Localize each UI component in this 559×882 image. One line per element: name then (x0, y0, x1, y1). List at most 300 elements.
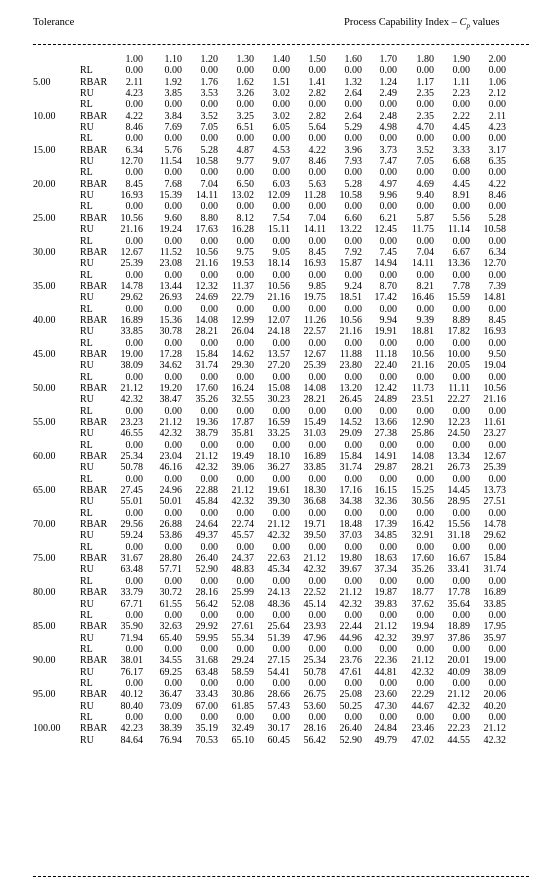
table-cell: 0.00 (308, 99, 326, 111)
table-cell: 9.40 (416, 190, 434, 202)
table-cell: 24.18 (267, 326, 290, 338)
table-cell: 30.56 (411, 496, 434, 508)
table-row (0, 599, 559, 610)
table-row (0, 667, 559, 678)
table-cell: 0.00 (344, 337, 362, 349)
table-cell: 0.00 (416, 609, 434, 621)
table-cell: 14.62 (231, 348, 254, 360)
table-cell: 2.49 (379, 88, 397, 100)
row-label: RU (80, 734, 94, 746)
table-cell: 3.84 (164, 110, 182, 122)
table-cell: 45.34 (267, 564, 290, 576)
table-cell: 0.00 (236, 677, 254, 689)
table-cell: 12.70 (483, 258, 506, 270)
cp-values-heading (344, 17, 499, 30)
table-cell: 38.01 (120, 655, 143, 667)
table-row (0, 644, 559, 655)
column-header: 1.80 (416, 54, 434, 65)
table-cell: 0.00 (488, 473, 506, 485)
table-cell: 6.68 (452, 156, 470, 168)
table-cell: 0.00 (416, 575, 434, 587)
table-cell: 18.14 (267, 258, 290, 270)
table-row (0, 417, 559, 428)
table-cell: 47.96 (303, 632, 326, 644)
table-cell: 3.17 (488, 144, 506, 156)
table-cell: 0.00 (452, 65, 470, 77)
table-cell: 36.68 (303, 496, 326, 508)
table-cell: 0.00 (308, 371, 326, 383)
table-cell: 25.86 (411, 428, 434, 440)
table-cell: 0.00 (452, 405, 470, 417)
table-cell: 0.00 (452, 643, 470, 655)
table-row (0, 383, 559, 394)
table-cell: 46.16 (159, 462, 182, 474)
table-cell: 13.66 (374, 417, 397, 428)
table-cell: 0.00 (272, 167, 290, 179)
table-cell: 56.42 (303, 734, 326, 746)
table-cell: 40.20 (483, 700, 506, 712)
column-header: 2.00 (488, 54, 506, 65)
table-cell: 28.16 (195, 587, 218, 599)
table-cell: 0.00 (200, 65, 218, 77)
table-cell: 0.00 (452, 575, 470, 587)
table-cell: 0.00 (200, 473, 218, 485)
table-cell: 21.12 (374, 621, 397, 633)
table-cell: 31.03 (303, 428, 326, 440)
table-cell: 12.99 (231, 314, 254, 326)
table-cell: 22.23 (447, 723, 470, 735)
row-label: RU (80, 666, 94, 678)
row-label: RL (80, 405, 93, 417)
table-cell: 6.60 (344, 212, 362, 224)
table-cell: 17.78 (447, 587, 470, 599)
table-cell: 33.85 (303, 462, 326, 474)
table-cell: 9.39 (416, 314, 434, 326)
table-cell: 38.09 (120, 360, 143, 372)
table-cell: 37.03 (339, 530, 362, 542)
table-cell: 2.82 (308, 110, 326, 122)
table-row (0, 712, 559, 723)
table-row (0, 372, 559, 383)
table-cell: 23.27 (483, 428, 506, 440)
table-cell: 25.64 (267, 621, 290, 633)
column-header: 1.50 (308, 54, 326, 65)
table-cell: 9.96 (379, 190, 397, 202)
table-cell: 33.79 (120, 587, 143, 599)
table-cell: 16.89 (303, 451, 326, 463)
table-cell: 5.56 (452, 212, 470, 224)
table-row (0, 360, 559, 371)
capability-table (0, 54, 559, 746)
table-cell: 19.53 (231, 258, 254, 270)
row-label: RBAR (80, 348, 108, 360)
table-cell: 46.55 (120, 428, 143, 440)
table-cell: 12.07 (267, 314, 290, 326)
row-label: RL (80, 473, 93, 485)
table-cell: 26.73 (447, 462, 470, 474)
table-row (0, 304, 559, 315)
table-cell: 23.23 (120, 417, 143, 428)
table-cell: 0.00 (344, 473, 362, 485)
table-row (0, 111, 559, 122)
table-row (0, 77, 559, 88)
table-cell: 11.73 (411, 382, 434, 394)
table-cell: 21.12 (483, 723, 506, 735)
table-cell: 51.39 (267, 632, 290, 644)
table-cell: 0.00 (200, 303, 218, 315)
table-cell: 12.67 (303, 348, 326, 360)
table-cell: 4.22 (125, 110, 143, 122)
table-cell: 5.76 (164, 144, 182, 156)
table-cell: 0.00 (308, 201, 326, 213)
table-cell: 4.22 (308, 144, 326, 156)
table-cell: 0.00 (452, 507, 470, 519)
table-cell: 16.46 (411, 292, 434, 304)
table-cell: 3.02 (272, 88, 290, 100)
table-cell: 15.59 (447, 292, 470, 304)
table-cell: 28.66 (267, 689, 290, 701)
table-cell: 10.00 (447, 348, 470, 360)
table-cell: 0.00 (452, 541, 470, 553)
table-row (0, 474, 559, 485)
table-cell: 0.00 (272, 609, 290, 621)
table-cell: 0.00 (125, 133, 143, 145)
table-cell: 11.26 (303, 314, 326, 326)
table-cell: 12.67 (483, 451, 506, 463)
table-row (0, 133, 559, 144)
table-cell: 27.51 (483, 496, 506, 508)
table-cell: 0.00 (200, 541, 218, 553)
table-cell: 0.00 (344, 167, 362, 179)
table-cell: 23.93 (303, 621, 326, 633)
table-cell: 0.00 (416, 201, 434, 213)
table-cell: 63.48 (120, 564, 143, 576)
table-cell: 0.00 (379, 643, 397, 655)
table-cell: 27.15 (267, 655, 290, 667)
table-cell: 2.82 (308, 88, 326, 100)
row-label: RBAR (80, 417, 108, 428)
table-row (0, 485, 559, 496)
table-cell: 7.04 (308, 212, 326, 224)
table-cell: 48.83 (231, 564, 254, 576)
table-cell: 25.39 (483, 462, 506, 474)
tolerance-value: 30.00 (33, 246, 56, 258)
table-cell: 28.95 (447, 496, 470, 508)
table-cell: 0.00 (308, 711, 326, 723)
table-cell: 21.16 (120, 224, 143, 236)
table-cell: 0.00 (236, 473, 254, 485)
table-cell: 19.75 (303, 292, 326, 304)
table-header (0, 0, 559, 30)
table-row (0, 224, 559, 235)
table-cell: 0.00 (308, 677, 326, 689)
table-cell: 0.00 (236, 575, 254, 587)
table-cell: 26.45 (339, 394, 362, 406)
table-cell: 0.00 (125, 507, 143, 519)
table-cell: 0.00 (379, 99, 397, 111)
table-cell: 3.25 (236, 110, 254, 122)
table-row (0, 678, 559, 689)
table-cell: 1.41 (308, 76, 326, 88)
table-row (0, 88, 559, 99)
row-label: RL (80, 65, 93, 77)
table-cell: 0.00 (200, 575, 218, 587)
row-label: RL (80, 677, 93, 689)
table-cell: 0.00 (236, 337, 254, 349)
table-cell: 0.00 (379, 507, 397, 519)
table-cell: 0.00 (344, 609, 362, 621)
table-cell: 0.00 (379, 405, 397, 417)
row-label: RU (80, 326, 94, 338)
table-cell: 8.91 (452, 190, 470, 202)
table-cell: 22.36 (374, 655, 397, 667)
table-cell: 35.90 (120, 621, 143, 633)
table-cell: 0.00 (164, 439, 182, 451)
table-cell: 21.12 (339, 587, 362, 599)
table-cell: 5.64 (308, 122, 326, 134)
row-label: RL (80, 507, 93, 519)
table-cell: 11.14 (447, 224, 470, 236)
table-cell: 45.84 (195, 496, 218, 508)
table-cell: 24.13 (267, 587, 290, 599)
table-row (0, 451, 559, 462)
cp-symbol: C (459, 17, 467, 28)
row-label: RU (80, 292, 94, 304)
table-cell: 0.00 (308, 235, 326, 247)
row-label: RL (80, 133, 93, 145)
table-row (0, 326, 559, 337)
table-row (0, 258, 559, 269)
table-cell: 0.00 (125, 439, 143, 451)
table-cell: 0.00 (164, 405, 182, 417)
table-cell: 4.23 (125, 88, 143, 100)
table-cell: 0.00 (379, 439, 397, 451)
table-cell: 11.37 (231, 280, 254, 292)
table-cell: 0.00 (125, 235, 143, 247)
table-cell: 25.39 (120, 258, 143, 270)
table-cell: 0.00 (236, 405, 254, 417)
table-cell: 25.39 (303, 360, 326, 372)
table-cell: 8.46 (125, 122, 143, 134)
table-cell: 3.53 (200, 88, 218, 100)
table-cell: 18.51 (339, 292, 362, 304)
table-cell: 0.00 (308, 405, 326, 417)
table-cell: 23.51 (411, 394, 434, 406)
table-cell: 7.69 (164, 122, 182, 134)
table-cell: 11.52 (159, 246, 182, 258)
row-label: RBAR (80, 655, 108, 667)
table-cell: 0.00 (416, 337, 434, 349)
row-label: RL (80, 235, 93, 247)
row-label: RBAR (80, 689, 108, 701)
table-cell: 0.00 (236, 201, 254, 213)
table-cell: 26.93 (159, 292, 182, 304)
table-row (0, 553, 559, 564)
table-row (0, 564, 559, 575)
table-cell: 4.98 (379, 122, 397, 134)
table-cell: 8.45 (308, 246, 326, 258)
table-cell: 54.41 (267, 666, 290, 678)
table-cell: 20.01 (447, 655, 470, 667)
table-row (0, 315, 559, 326)
row-label: RL (80, 269, 93, 281)
table-cell: 0.00 (379, 575, 397, 587)
table-cell: 0.00 (452, 99, 470, 111)
table-cell: 26.40 (339, 723, 362, 735)
table-row (0, 530, 559, 541)
table-cell: 44.67 (411, 700, 434, 712)
table-cell: 0.00 (164, 575, 182, 587)
tolerance-value: 90.00 (33, 655, 56, 667)
table-cell: 0.00 (272, 99, 290, 111)
table-cell: 6.21 (379, 212, 397, 224)
table-cell: 28.80 (159, 553, 182, 565)
table-cell: 26.75 (303, 689, 326, 701)
tolerance-value: 50.00 (33, 382, 56, 394)
table-cell: 18.81 (411, 326, 434, 338)
table-cell: 55.01 (120, 496, 143, 508)
table-cell: 0.00 (272, 711, 290, 723)
table-cell: 42.32 (447, 700, 470, 712)
table-cell: 21.12 (447, 689, 470, 701)
table-cell: 10.56 (411, 348, 434, 360)
table-cell: 14.08 (195, 314, 218, 326)
tolerance-value: 5.00 (33, 76, 51, 88)
table-cell: 35.19 (195, 723, 218, 735)
table-cell: 0.00 (125, 371, 143, 383)
table-cell: 42.32 (374, 632, 397, 644)
tolerance-heading: Tolerance (33, 17, 75, 28)
table-cell: 1.17 (416, 76, 434, 88)
table-cell: 22.79 (231, 292, 254, 304)
table-cell: 0.00 (200, 677, 218, 689)
table-cell: 53.86 (159, 530, 182, 542)
table-cell: 0.00 (125, 609, 143, 621)
table-cell: 7.05 (200, 122, 218, 134)
table-cell: 6.50 (236, 178, 254, 190)
row-label: RL (80, 711, 93, 723)
row-label: RBAR (80, 246, 108, 258)
table-cell: 47.61 (339, 666, 362, 678)
table-cell: 12.23 (447, 417, 470, 428)
table-cell: 0.00 (488, 541, 506, 553)
table-cell: 15.84 (339, 451, 362, 463)
table-cell: 0.00 (379, 269, 397, 281)
table-cell: 11.28 (303, 190, 326, 202)
table-row (0, 179, 559, 190)
table-cell: 0.00 (488, 371, 506, 383)
table-cell: 0.00 (236, 133, 254, 145)
table-cell: 5.29 (344, 122, 362, 134)
table-cell: 22.52 (303, 587, 326, 599)
table-row (0, 735, 559, 746)
table-cell: 30.17 (267, 723, 290, 735)
table-cell: 32.55 (231, 394, 254, 406)
table-cell: 5.87 (416, 212, 434, 224)
table-cell: 0.00 (488, 405, 506, 417)
table-cell: 0.00 (452, 371, 470, 383)
table-cell: 0.00 (379, 609, 397, 621)
table-cell: 2.23 (452, 88, 470, 100)
table-row (0, 406, 559, 417)
table-cell: 0.00 (272, 201, 290, 213)
table-cell: 32.63 (159, 621, 182, 633)
row-label: RBAR (80, 553, 108, 565)
table-cell: 0.00 (164, 133, 182, 145)
table-cell: 9.24 (344, 280, 362, 292)
table-row (0, 655, 559, 666)
table-cell: 16.15 (374, 485, 397, 497)
table-cell: 9.94 (379, 314, 397, 326)
table-cell: 0.00 (379, 303, 397, 315)
table-cell: 15.49 (303, 417, 326, 428)
table-cell: 0.00 (452, 235, 470, 247)
table-cell: 4.22 (488, 178, 506, 190)
column-header: 1.60 (344, 54, 362, 65)
table-cell: 0.00 (416, 235, 434, 247)
table-cell: 0.00 (344, 643, 362, 655)
table-cell: 14.78 (483, 519, 506, 531)
table-cell: 4.45 (452, 122, 470, 134)
table-row (0, 542, 559, 553)
table-cell: 5.28 (200, 144, 218, 156)
table-cell: 0.00 (125, 575, 143, 587)
row-label: RBAR (80, 382, 108, 394)
row-label: RL (80, 99, 93, 111)
row-label: RBAR (80, 723, 108, 735)
table-cell: 12.90 (411, 417, 434, 428)
table-cell: 16.89 (483, 587, 506, 599)
table-cell: 0.00 (308, 303, 326, 315)
table-cell: 3.33 (452, 144, 470, 156)
row-label: RU (80, 394, 94, 406)
table-row (0, 610, 559, 621)
table-cell: 0.00 (272, 133, 290, 145)
row-label: RU (80, 258, 94, 270)
table-cell: 21.16 (195, 258, 218, 270)
table-cell: 0.00 (200, 167, 218, 179)
table-cell: 21.16 (267, 292, 290, 304)
table-cell: 31.74 (483, 564, 506, 576)
table-cell: 39.67 (339, 564, 362, 576)
table-cell: 0.00 (344, 65, 362, 77)
table-cell: 12.45 (374, 224, 397, 236)
table-cell: 8.46 (488, 190, 506, 202)
table-cell: 0.00 (379, 337, 397, 349)
column-header: 1.10 (164, 54, 182, 65)
table-cell: 28.21 (411, 462, 434, 474)
table-cell: 52.90 (195, 564, 218, 576)
table-cell: 13.34 (447, 451, 470, 463)
top-dashed-rule (33, 44, 529, 45)
table-cell: 7.47 (379, 156, 397, 168)
table-cell: 8.45 (488, 314, 506, 326)
table-cell: 0.00 (488, 201, 506, 213)
table-cell: 84.64 (120, 734, 143, 746)
table-cell: 9.05 (272, 246, 290, 258)
table-cell: 3.73 (379, 144, 397, 156)
table-cell: 42.32 (267, 530, 290, 542)
table-row (0, 99, 559, 110)
table-cell: 31.74 (339, 462, 362, 474)
table-cell: 0.00 (416, 541, 434, 553)
tolerance-value: 65.00 (33, 485, 56, 497)
table-cell: 0.00 (272, 337, 290, 349)
table-cell: 0.00 (344, 269, 362, 281)
table-cell: 8.12 (236, 212, 254, 224)
table-cell: 0.00 (125, 677, 143, 689)
table-cell: 35.26 (195, 394, 218, 406)
